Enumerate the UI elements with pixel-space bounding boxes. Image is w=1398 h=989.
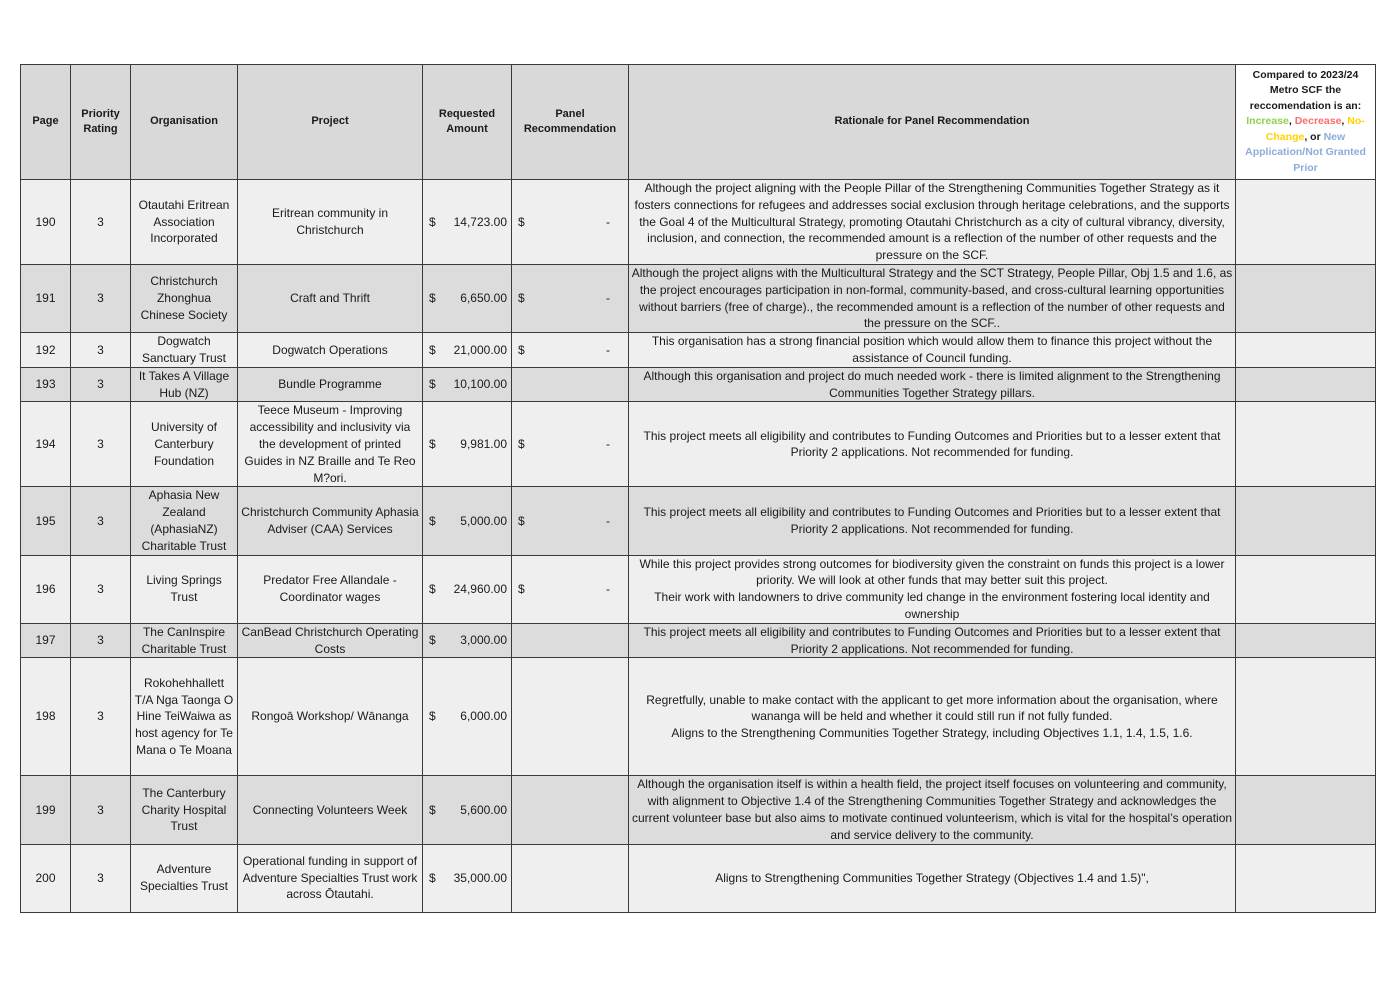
organisation-cell: The Canterbury Charity Hospital Trust [131, 776, 238, 844]
header-panel: Panel Recommendation [512, 65, 629, 180]
amount-value: 5,000.00 [460, 513, 507, 528]
organisation-cell: Living Springs Trust [131, 555, 238, 623]
panel-recommendation-cell [512, 487, 629, 555]
table-row [21, 658, 1376, 776]
panel-recommendation-cell [512, 623, 629, 658]
header-rationale: Rationale for Panel Recommendation [629, 65, 1236, 180]
comparison-status-cell [1236, 623, 1376, 658]
amount-value: 5,600.00 [460, 802, 507, 817]
priority-cell: 3 [71, 333, 131, 368]
header-priority: Priority Rating [71, 65, 131, 180]
table-row [21, 367, 1376, 402]
comparison-status-cell [1236, 487, 1376, 555]
requested-amount-cell [423, 265, 512, 333]
page-cell: 190 [21, 180, 71, 265]
project-cell: Christchurch Community Aphasia Adviser (CAA) Services [238, 487, 423, 555]
currency-symbol: $ [429, 709, 436, 724]
amount-value: 21,000.00 [453, 342, 507, 357]
panel-value: - [606, 342, 610, 357]
panel-recommendation-cell [512, 367, 629, 402]
currency-symbol: $ [429, 377, 436, 392]
panel-currency: $ [518, 214, 525, 229]
currency-symbol: $ [429, 870, 436, 885]
page-cell: 196 [21, 555, 71, 623]
table-row [21, 333, 1376, 368]
legend-new: New Application/Not Granted Prior [1245, 130, 1366, 174]
amount-value: 6,000.00 [460, 709, 507, 724]
organisation-cell: Dogwatch Sanctuary Trust [131, 333, 238, 368]
rationale-cell: This project meets all eligibility and contributes to Funding Outcomes and Priorities but to a lesser extent that Priority 2 applications. Not recommended for funding. [629, 623, 1236, 658]
rationale-cell: Regretfully, unable to make contact with the applicant to get more information about the organisation, where wananga will be held and whether it could still run if not fully funded. Aligns to the Strengthening Communities Together Strategy, including Objectives 1.1, 1.4, 1.5, 1.6. [629, 658, 1236, 776]
comparison-status-cell [1236, 367, 1376, 402]
panel-recommendation-cell [512, 402, 629, 487]
priority-cell: 3 [71, 555, 131, 623]
requested-amount-cell [423, 402, 512, 487]
project-cell: Connecting Volunteers Week [238, 776, 423, 844]
panel-value: - [606, 513, 610, 528]
header-page: Page [21, 65, 71, 180]
header-requested: Requested Amount [423, 65, 512, 180]
rationale-cell: Although the project aligns with the Multicultural Strategy and the SCT Strategy, People Pillar, Obj 1.5 and 1.6, as the project encourages participation in non-formal, community-based, and cross-cultural learning opportunities without barriers (free of charge)., the recommended amount is a reflection of the number of other requests and the pressure on the SCF.. [629, 265, 1236, 333]
currency-symbol: $ [429, 214, 436, 229]
panel-currency: $ [518, 581, 525, 596]
project-cell: Rongoā Workshop/ Wānanga [238, 658, 423, 776]
currency-symbol: $ [429, 291, 436, 306]
project-cell: Operational funding in support of Adventure Specialties Trust work across Ōtautahi. [238, 844, 423, 912]
legend-sep: , [1304, 130, 1311, 143]
comparison-status-cell [1236, 333, 1376, 368]
compare-prefix: Compared to 2023/24 Metro SCF the reccomendation is an: [1249, 68, 1362, 112]
currency-symbol: $ [429, 633, 436, 648]
amount-value: 14,723.00 [453, 214, 507, 229]
header-project: Project [238, 65, 423, 180]
rationale-cell: Although the project aligning with the People Pillar of the Strengthening Communities Together Strategy as it fosters connections for refugees and addresses social exclusion through heritage celebrations, and the supports the Goal 4 of the Multicultural Strategy, promoting Otautahi Christchurch as a city of cultural vibrancy, diversity, inclusion, and connection, the recommended amount is a reflection of the number of other requests and the pressure on the SCF. [629, 180, 1236, 265]
requested-amount-cell [423, 776, 512, 844]
project-cell: Dogwatch Operations [238, 333, 423, 368]
panel-recommendation-cell [512, 658, 629, 776]
rationale-cell: Aligns to Strengthening Communities Together Strategy (Objectives 1.4 and 1.5)", [629, 844, 1236, 912]
panel-recommendation-cell [512, 180, 629, 265]
organisation-cell: Aphasia New Zealand (AphasiaNZ) Charitable Trust [131, 487, 238, 555]
project-cell: Craft and Thrift [238, 265, 423, 333]
organisation-cell: Otautahi Eritrean Association Incorporated [131, 180, 238, 265]
requested-amount-cell [423, 555, 512, 623]
rationale-cell: Although the organisation itself is within a health field, the project itself focuses on volunteering and community, with alignment to Objective 1.4 of the Strengthening Communities Together Strategy and acknowledges the current volunteer base but also aims to motivate continued volunteerism, which is vital for the hospital’s operation and service delivery to the community. [629, 776, 1236, 844]
requested-amount-cell [423, 658, 512, 776]
table-row [21, 623, 1376, 658]
table-row [21, 265, 1376, 333]
legend-sep: , [1341, 115, 1348, 128]
panel-recommendation-cell [512, 844, 629, 912]
panel-currency: $ [518, 291, 525, 306]
panel-currency: $ [518, 342, 525, 357]
comparison-status-cell [1236, 555, 1376, 623]
page-cell: 194 [21, 402, 71, 487]
comparison-status-cell [1236, 658, 1376, 776]
project-cell: Eritrean community in Christchurch [238, 180, 423, 265]
requested-amount-cell [423, 367, 512, 402]
priority-cell: 3 [71, 367, 131, 402]
comparison-status-cell [1236, 265, 1376, 333]
amount-value: 24,960.00 [453, 581, 507, 596]
comparison-status-cell [1236, 180, 1376, 265]
currency-symbol: $ [429, 436, 436, 451]
organisation-cell: Rokohehhallett T/A Nga Taonga O Hine TeiWaiwa as host agency for Te Mana o Te Moana [131, 658, 238, 776]
panel-recommendation-cell [512, 333, 629, 368]
legend-decrease: Decrease [1294, 115, 1342, 128]
panel-recommendation-cell [512, 776, 629, 844]
priority-cell: 3 [71, 402, 131, 487]
comparison-status-cell [1236, 402, 1376, 487]
rationale-cell: This project meets all eligibility and contributes to Funding Outcomes and Priorities but to a lesser extent that Priority 2 applications. Not recommended for funding. [629, 402, 1236, 487]
table-row [21, 487, 1376, 555]
page-cell: 192 [21, 333, 71, 368]
legend-increase: Increase [1246, 115, 1289, 128]
comparison-status-cell [1236, 776, 1376, 844]
legend-or: or [1310, 130, 1321, 143]
amount-value: 35,000.00 [453, 870, 507, 885]
table-row [21, 776, 1376, 844]
panel-recommendation-cell [512, 555, 629, 623]
amount-value: 3,000.00 [460, 633, 507, 648]
project-cell: Bundle Programme [238, 367, 423, 402]
rationale-cell: Although this organisation and project do much needed work - there is limited alignment to the Strengthening Communities Together Strategy pillars. [629, 367, 1236, 402]
panel-currency: $ [518, 436, 525, 451]
legend-sep: , [1288, 115, 1295, 128]
requested-amount-cell [423, 487, 512, 555]
page-cell: 199 [21, 776, 71, 844]
rationale-cell: This project meets all eligibility and contributes to Funding Outcomes and Priorities but to a lesser extent that Priority 2 applications. Not recommended for funding. [629, 487, 1236, 555]
project-cell: CanBead Christchurch Operating Costs [238, 623, 423, 658]
panel-currency: $ [518, 513, 525, 528]
header-row [21, 65, 1376, 180]
priority-cell: 3 [71, 658, 131, 776]
amount-value: 9,981.00 [460, 436, 507, 451]
page-cell: 193 [21, 367, 71, 402]
page-cell: 197 [21, 623, 71, 658]
priority-cell: 3 [71, 265, 131, 333]
organisation-cell: Adventure Specialties Trust [131, 844, 238, 912]
amount-value: 10,100.00 [453, 377, 507, 392]
priority-cell: 3 [71, 776, 131, 844]
requested-amount-cell [423, 844, 512, 912]
priority-cell: 3 [71, 487, 131, 555]
requested-amount-cell [423, 623, 512, 658]
panel-value: - [606, 214, 610, 229]
currency-symbol: $ [429, 802, 436, 817]
header-organisation: Organisation [131, 65, 238, 180]
table-row [21, 402, 1376, 487]
panel-recommendation-cell [512, 265, 629, 333]
amount-value: 6,650.00 [460, 291, 507, 306]
rationale-cell: This organisation has a strong financial position which would allow them to finance this project without the assistance of Council funding. [629, 333, 1236, 368]
organisation-cell: It Takes A Village Hub (NZ) [131, 367, 238, 402]
header-compare [1236, 65, 1376, 180]
page-cell: 191 [21, 265, 71, 333]
organisation-cell: The CanInspire Charitable Trust [131, 623, 238, 658]
page-cell: 198 [21, 658, 71, 776]
panel-value: - [606, 581, 610, 596]
currency-symbol: $ [429, 581, 436, 596]
comparison-status-cell [1236, 844, 1376, 912]
currency-symbol: $ [429, 513, 436, 528]
page-cell: 195 [21, 487, 71, 555]
panel-value: - [606, 291, 610, 306]
project-cell: Predator Free Allandale - Coordinator wages [238, 555, 423, 623]
requested-amount-cell [423, 333, 512, 368]
priority-cell: 3 [71, 180, 131, 265]
table-row [21, 844, 1376, 912]
page-cell: 200 [21, 844, 71, 912]
currency-symbol: $ [429, 342, 436, 357]
priority-cell: 3 [71, 844, 131, 912]
table-row [21, 555, 1376, 623]
requested-amount-cell [423, 180, 512, 265]
rationale-cell: While this project provides strong outcomes for biodiversity given the constraint on funds this project is a lower priority. We will look at other funds that may better suit this project. Their work with landowners to drive community led change in the environment fostering local identity and ownership [629, 555, 1236, 623]
legend-nochange: No-Change [1265, 115, 1365, 143]
funding-recommendations-table [20, 64, 1376, 913]
organisation-cell: Christchurch Zhonghua Chinese Society [131, 265, 238, 333]
project-cell: Teece Museum - Improving accessibility and inclusivity via the development of printed Guides in NZ Braille and Te Reo M?ori. [238, 402, 423, 487]
organisation-cell: University of Canterbury Foundation [131, 402, 238, 487]
table-row [21, 180, 1376, 265]
panel-value: - [606, 436, 610, 451]
priority-cell: 3 [71, 623, 131, 658]
